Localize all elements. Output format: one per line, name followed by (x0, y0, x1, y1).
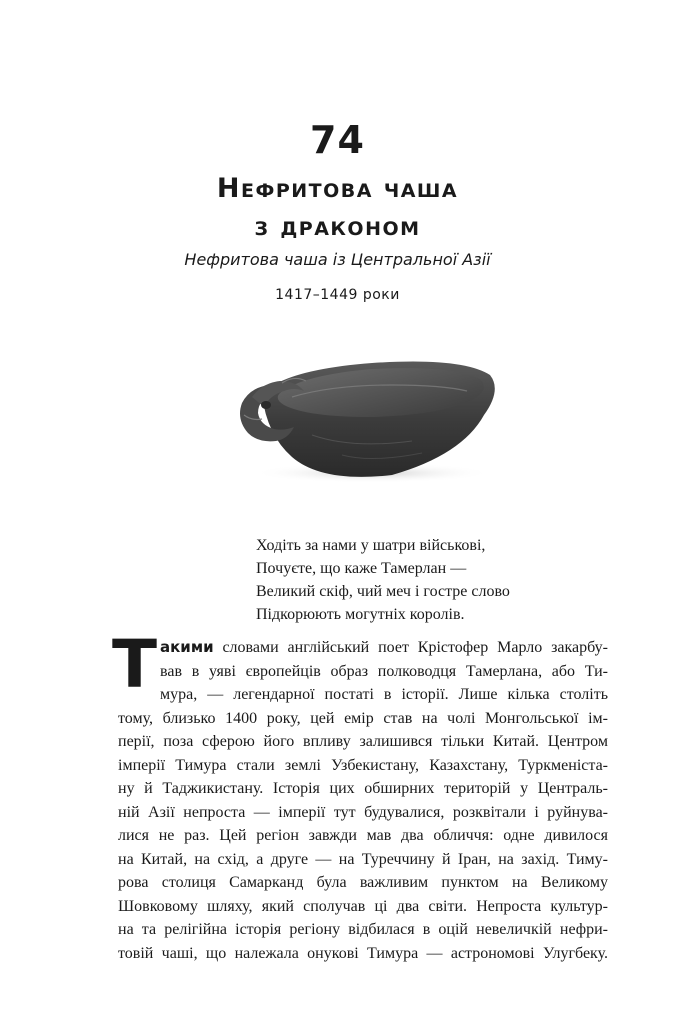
body-line: на та релігійна історія регіону відбилася в оцій невеличкій нефри- (118, 921, 608, 938)
jade-bowl-icon (222, 345, 502, 485)
body-line: ну й Таджикистану. Історія цих обширних територій у Централь- (118, 780, 608, 797)
body-line: вав в уяві європейців образ полководця Тамерлана, або Ти- (160, 662, 608, 680)
body-paragraph (118, 636, 608, 965)
epigraph-poem (256, 534, 586, 626)
body-line: перії, поза сферою його впливу залишився тільки Китай. Центром (118, 733, 608, 750)
chapter-number: 74 (310, 118, 365, 162)
body-line: тому, близько 1400 року, цей емір став на чолі Монгольської ім- (118, 709, 608, 727)
chapter-title (0, 170, 675, 246)
chapter-title-line-2: з драконом (254, 211, 421, 242)
body-line-text: словами англійський поет Крістофер Марло закарбу- (222, 639, 608, 656)
drop-cap: Т (112, 626, 158, 703)
body-line: Шовковому шляху, який сполучав ці два світи. Непроста культур- (118, 897, 608, 915)
body-line: мура, — легендарної постаті в історії. Лише кілька століть (160, 686, 608, 703)
poem-line: Великий скіф, чий меч і гостре слово (256, 583, 510, 600)
body-line: імперії Тимура стали землі Узбекистану, Казахстану, Туркменіста- (118, 756, 608, 774)
lead-word: акими (160, 638, 214, 656)
body-line (118, 636, 608, 660)
body-line: на Китай, на схід, а друге — на Туреччину й Іран, на захід. Тиму- (118, 850, 608, 868)
body-line: лися не раз. Цей регіон завжди мав два обличчя: одне дивилося (118, 827, 608, 844)
body-line: товій чаші, що належала онукові Тимура — астрономові Улугбеку. (118, 944, 608, 962)
poem-line: Ходіть за нами у шатри військові, (256, 537, 486, 554)
poem-line: Підкорюють могутніх королів. (256, 606, 465, 623)
poem-line: Почуєте, що каже Тамерлан — (256, 560, 467, 577)
body-line: рова столиця Самарканд була важливим пунктом на Великому (118, 874, 608, 891)
chapter-subtitle: Нефритова чаша із Центральної Азії (184, 250, 491, 269)
chapter-dates: 1417–1449 роки (275, 287, 400, 303)
chapter-title-line-1: Нефритова чаша (216, 173, 459, 204)
body-line: ній Азії непроста — імперії тут будувалися, розквітали і руйнува- (118, 803, 608, 821)
